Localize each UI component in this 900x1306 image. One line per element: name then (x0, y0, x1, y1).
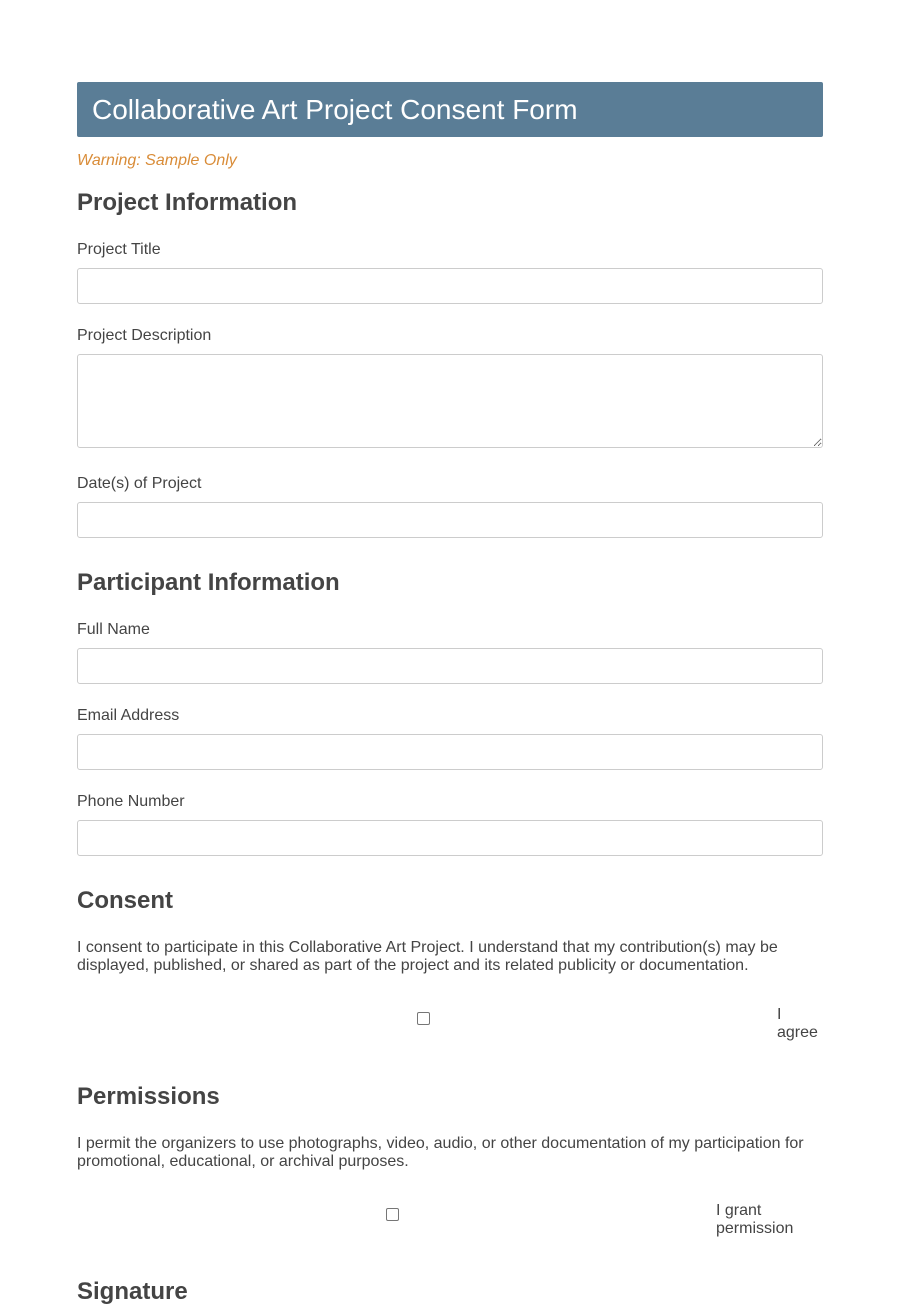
section-heading-project: Project Information (77, 189, 298, 216)
section-heading-permissions: Permissions (77, 1083, 220, 1110)
permissions-checkbox-row (77, 1202, 823, 1242)
section-heading-participant: Participant Information (77, 569, 340, 596)
email-input[interactable] (77, 734, 823, 770)
project-title-label: Project Title (77, 241, 161, 258)
full-name-label: Full Name (77, 621, 150, 638)
consent-statement: I consent to participate in this Collaborative Art Project. I understand that my contribution(s) may be displayed, published, or shared as part of the project and its related publicity or documentation. (77, 939, 778, 974)
phone-input[interactable] (77, 820, 823, 856)
consent-checkbox-label: I agree (777, 1006, 818, 1041)
consent-checkbox-row (77, 1006, 823, 1046)
warning-note: Warning: Sample Only (77, 152, 237, 169)
project-dates-label: Date(s) of Project (77, 475, 202, 492)
form-title: Collaborative Art Project Consent Form (92, 94, 578, 125)
section-heading-signature: Signature (77, 1278, 188, 1305)
permissions-statement: I permit the organizers to use photographs, video, audio, or other documentation of my participation for promotional, educational, or archival purposes. (77, 1135, 804, 1170)
project-title-input[interactable] (77, 268, 823, 304)
email-label: Email Address (77, 707, 180, 724)
project-description-textarea[interactable] (77, 354, 823, 448)
permissions-checkbox-label: I grant permission (716, 1202, 794, 1237)
phone-label: Phone Number (77, 793, 185, 810)
permissions-checkbox[interactable] (386, 1208, 399, 1221)
form-title-bar (77, 82, 823, 137)
full-name-input[interactable] (77, 648, 823, 684)
consent-checkbox[interactable] (417, 1012, 430, 1025)
project-dates-input[interactable] (77, 502, 823, 538)
project-description-label: Project Description (77, 327, 212, 344)
section-heading-consent: Consent (77, 887, 173, 914)
